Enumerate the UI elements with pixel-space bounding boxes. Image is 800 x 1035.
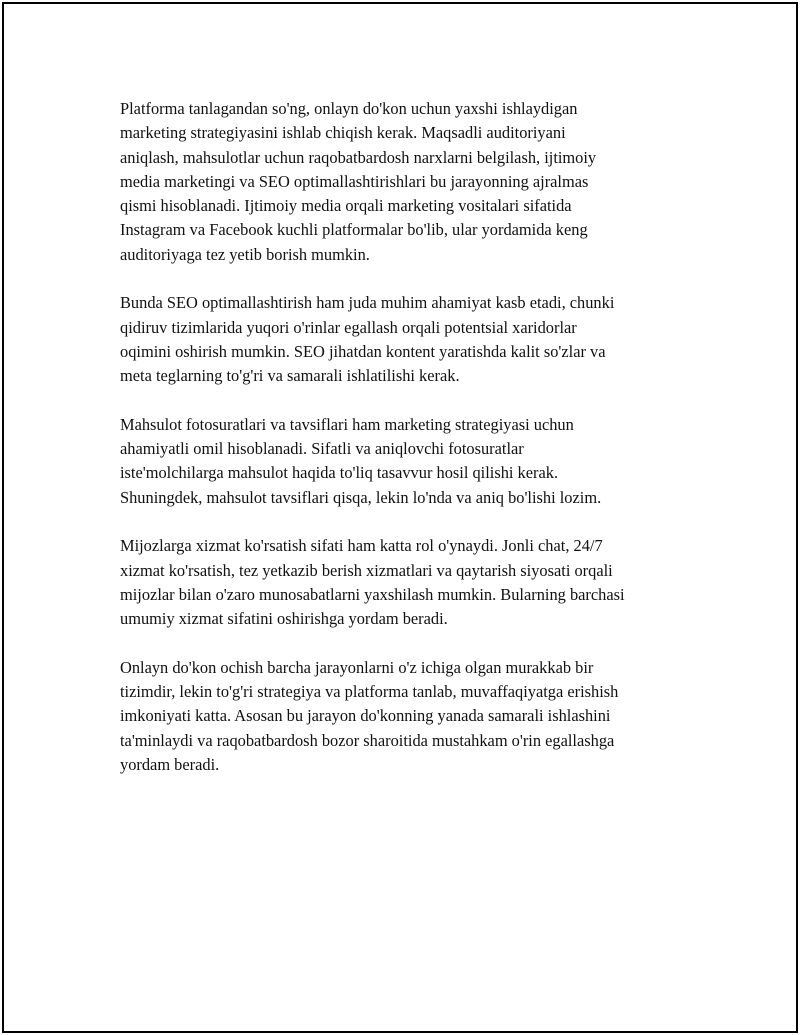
document-page (2, 2, 798, 1033)
document-body (120, 97, 680, 802)
paragraph-2: Bunda SEO optimallashtirish ham juda muhim ahamiyat kasb etadi, chunki qidiruv tizimlarida yuqori o'rinlar egallash orqali potentsial xaridorlar oqimini oshirish mumkin. SEO jihatdan kontent yaratishda kalit so'zlar va meta teglarning to'g'ri va samarali ishlatilishi kerak. (120, 293, 615, 386)
paragraph-5: Onlayn do'kon ochish barcha jarayonlarni o'z ichiga olgan murakkab bir tizimdir, lekin to'g'ri strategiya va platforma tanlab, muvaffaqiyatga erishish imkoniyati katta. Asosan bu jarayon do'konning yanada samarali ishlashini ta'minlaydi va raqobatbardosh bozor sharoitida mustahkam o'rin egallashga yordam beradi. (120, 657, 619, 775)
paragraph-4: Mijozlarga xizmat ko'rsatish sifati ham katta rol o'ynaydi. Jonli chat, 24/7 xizmat ko'rsatish, tez yetkazib berish xizmatlari va qaytarish siyosati orqali mijozlar bilan o'zaro munosabatlarni yaxshilash mumkin. Bularning barchasi umumiy xizmat sifatini oshirishga yordam beradi. (120, 536, 625, 629)
paragraph-1: Platforma tanlagandan so'ng, onlayn do'kon uchun yaxshi ishlaydigan marketing strategiyasini ishlab chiqish kerak. Maqsadli auditoriyani aniqlash, mahsulotlar uchun raqobatbardosh narxlarni belgilash, ijtimoiy media marketingi va SEO optimallashtirishlari bu jarayonning ajralmas qismi hisoblanadi. Ijtimoiy media orqali marketing vositalari sifatida Instagram va Facebook kuchli platformalar bo'lib, ular yordamida keng auditoriyaga tez yetib borish mumkin. (120, 99, 597, 264)
paragraph-3: Mahsulot fotosuratlari va tavsiflari ham marketing strategiyasi uchun ahamiyatli omil hisoblanadi. Sifatli va aniqlovchi fotosuratlar iste'molchilarga mahsulot haqida to'liq tasavvur hosil qilishi kerak. Shuningdek, mahsulot tavsiflari qisqa, lekin lo'nda va aniq bo'lishi lozim. (120, 414, 602, 507)
